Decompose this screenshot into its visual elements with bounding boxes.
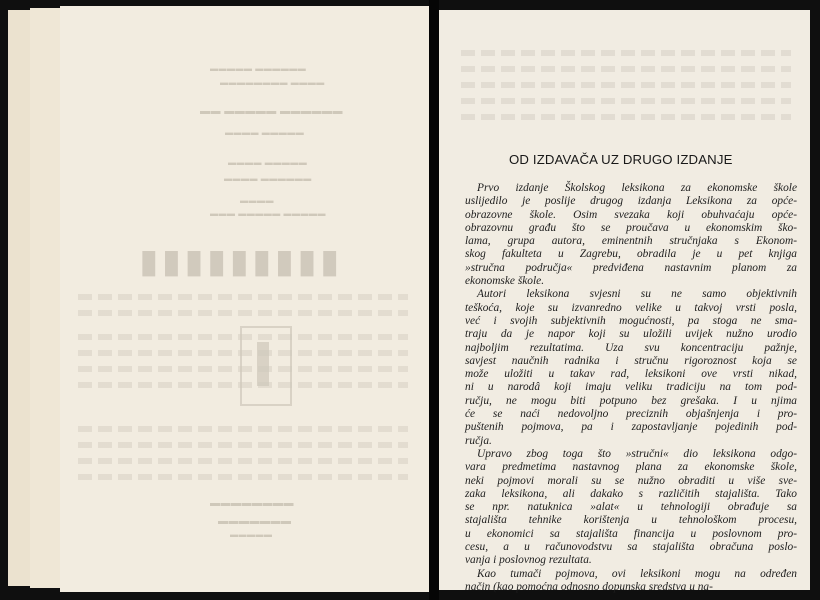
text-line: neki pojmovi morali su se nužno obraditi u više sve-: [465, 474, 797, 487]
text-line: vanja i poslovnog rezultata.: [465, 554, 592, 567]
text-line: ni u narodâ koji imaju veliku tradiciju na tom pod-: [465, 381, 797, 394]
paragraph: [465, 288, 797, 448]
show-through-text: ▬▬▬▬▬ ▬▬▬▬▬▬: [210, 64, 307, 73]
show-through-lines: [78, 442, 408, 448]
show-through-text: ▬▬▬▬▬: [230, 530, 273, 539]
show-through-lines: [78, 426, 408, 432]
paragraph: [465, 568, 797, 595]
show-through-text: ▬▬▬▬ ▬▬▬▬▬▬: [224, 174, 312, 183]
show-through-lines: [78, 294, 408, 300]
paragraph: [465, 182, 797, 288]
text-line: obrazovne škole. Osim svezaka koji obuhvaćaju opće-: [465, 208, 797, 221]
text-line: teškoća, koje su izvanredno velike u takvoj vrsti posla,: [465, 301, 797, 314]
text-line: Kao tumači pojmova, ovi leksikoni mogu na određen: [477, 567, 797, 580]
text-line: vara predmetima nastavnog plana za ekonomske škole,: [465, 461, 797, 474]
text-line: »stručna područja« predviđena nastavnim planom za: [465, 261, 797, 274]
text-line: puštenih pojmova, pa i zapostavljanje pojedinih pod-: [465, 421, 797, 434]
text-line: može uložiti u takav rad, leksikoni ove vrsti nikad,: [465, 368, 797, 381]
show-through-text: ▬▬▬▬ ▬▬▬▬▬: [228, 158, 308, 167]
text-line: već i svojih subjektivnih mogućnosti, pa stoga ne sma-: [465, 314, 797, 327]
show-through-lines: [461, 82, 791, 88]
text-line: cesu, a u računovodstvu sa stajališta obračuna poslo-: [465, 541, 797, 554]
show-through-text: ▬▬ ▬▬▬▬▬ ▬▬▬▬▬▬: [200, 106, 344, 117]
show-through-lines: [461, 98, 791, 104]
text-line: u ekonomici sa stajališta financija u poslovnom pro-: [465, 527, 797, 540]
show-through-lines: [78, 458, 408, 464]
text-line: će se naći nedovoljno preciznih objašnjenja i pro-: [465, 408, 797, 421]
show-through-lines: [461, 66, 791, 72]
show-through-text: ▬▬▬▬ ▬▬▬▬▬: [225, 128, 305, 137]
show-through-text: ▬▬▬▬▬▬▬: [218, 516, 292, 527]
text-line: zaka leksikona, ali dakako s različitih stajališta. Tako: [465, 487, 797, 500]
text-line: Prvo izdanje Školskog leksikona za ekonomske škole: [477, 182, 797, 194]
show-through-lines: [78, 474, 408, 480]
show-through-lines: [461, 50, 791, 56]
text-line: način (kao pomoćna odnosno dopunska sredstva u na-: [465, 580, 713, 593]
text-line: stajališta tehnike korištenja u tehnološkom procesu,: [465, 514, 797, 527]
body-text: [465, 182, 797, 594]
show-through-text: ▬▬▬▬: [240, 196, 274, 205]
page-heading: OD IZDAVAČA UZ DRUGO IZDANJE: [509, 152, 733, 167]
text-line: ručja.: [465, 434, 492, 447]
text-line: skog fakulteta u Zagrebu, obradila je u pet knjiga: [465, 248, 797, 261]
paragraph: [465, 448, 797, 568]
text-line: Upravo zbog toga što »stručni« dio leksikona odgo-: [477, 447, 797, 460]
show-through-title: ▮▮▮▮▮▮▮▮▮: [140, 243, 344, 279]
text-line: lama, grupa autora, eminentnih stručnjaka s Ekonom-: [465, 235, 797, 248]
text-line: najboljim rezultatima. Uza svu koncentraciju pažnje,: [465, 341, 797, 354]
text-line: ručju, ne mogu biti potpuno bez grešaka. I u njima: [465, 394, 797, 407]
show-through-lines: [461, 114, 791, 120]
text-line: traju da je napor koji su uložili uvijek nužno urodio: [465, 328, 797, 341]
left-page-show-through: [60, 6, 430, 592]
show-through-text: ▬▬▬▬▬▬▬▬ ▬▬▬▬: [220, 78, 325, 87]
book-gutter: [429, 0, 439, 600]
text-line: Autori leksikona svjesni su ne samo objektivnih: [477, 288, 797, 301]
page-stack-edge: [30, 8, 60, 588]
show-through-text: ▬▬▬▬▬▬▬▬: [210, 498, 294, 509]
text-line: savjest naučnih radnika i stručnu rigoroznost koja se: [465, 354, 797, 367]
text-line: se npr. natuknica »alat« u tehnologiji obrađuje sa: [465, 501, 797, 514]
show-through-text: ▬▬▬ ▬▬▬▬▬ ▬▬▬▬▬: [210, 209, 326, 218]
show-through-logo: [240, 326, 292, 406]
text-line: obrazovnu građu što se proučava u ekonomskim ško-: [465, 221, 797, 234]
show-through-lines: [78, 310, 408, 316]
text-line: ekonomske škole.: [465, 275, 545, 288]
right-page: [439, 10, 810, 593]
text-line: uslijedilo je poslije drugog izdanja Leksikona za opće-: [465, 195, 797, 208]
